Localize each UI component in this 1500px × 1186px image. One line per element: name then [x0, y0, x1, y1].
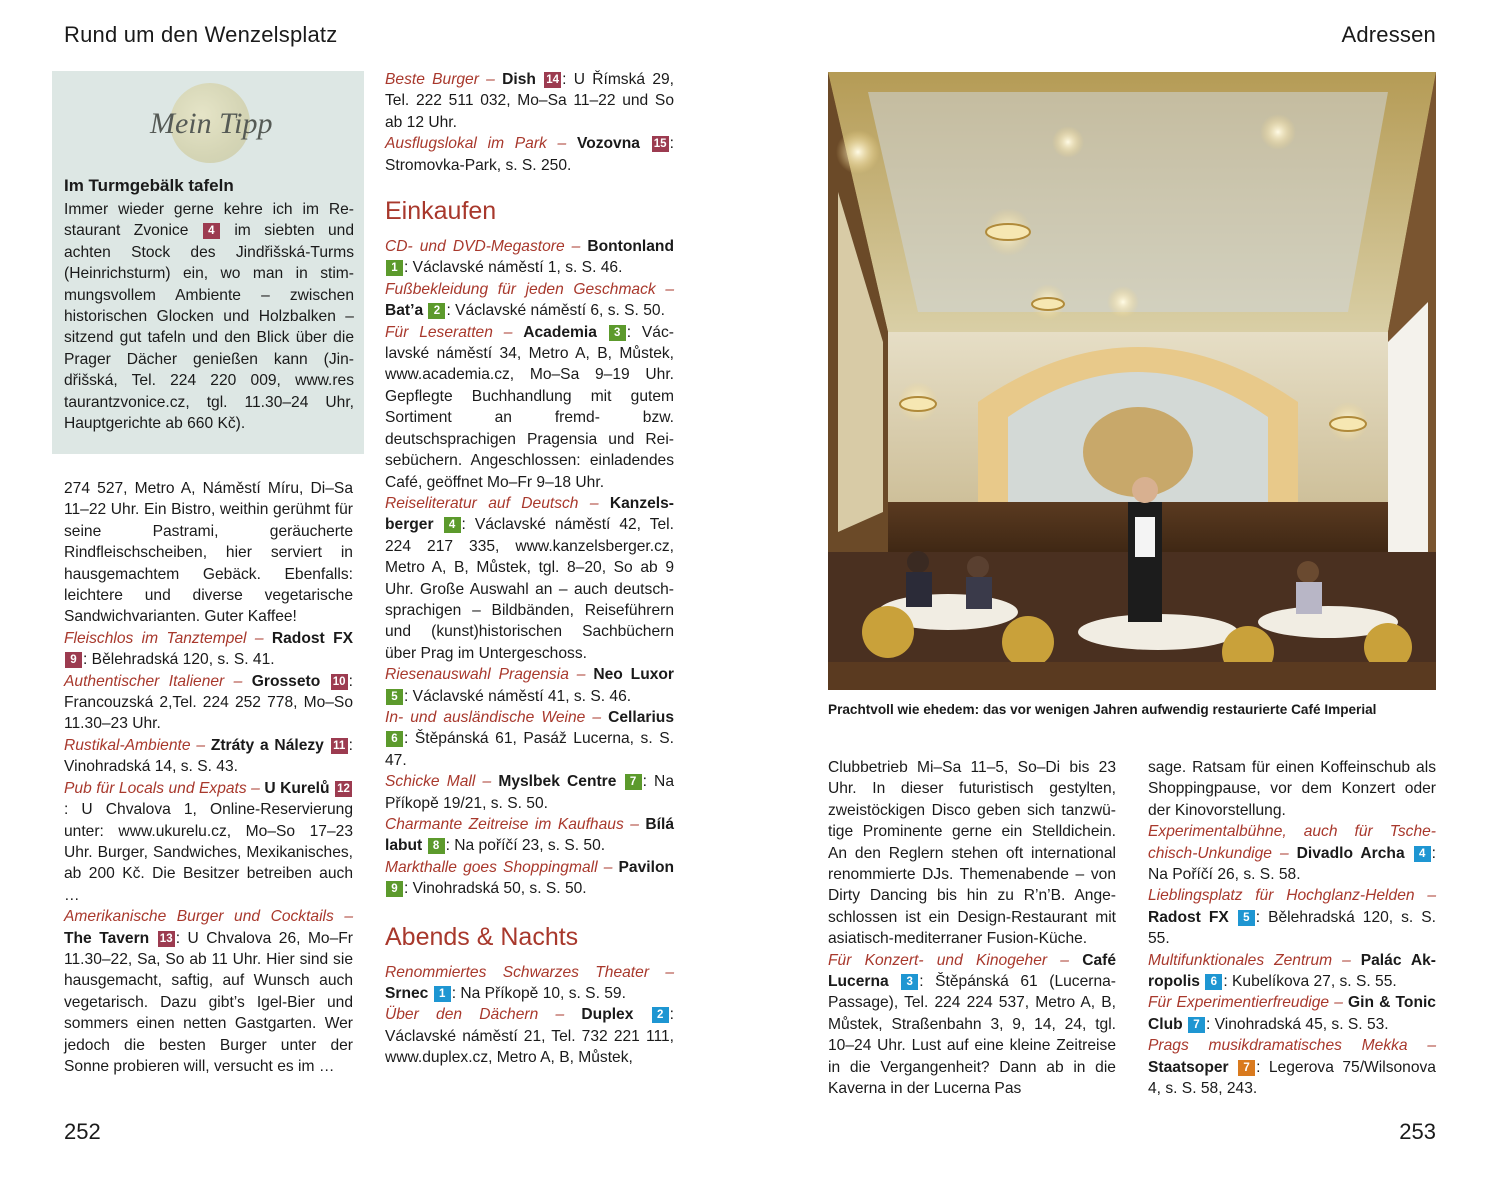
- nightlife-entries: [385, 962, 674, 1069]
- listing-category: Rustikal-Ambiente –: [64, 736, 211, 754]
- listing-category: Riesenauswahl Pragensia –: [385, 666, 594, 684]
- column-3: [828, 757, 1116, 1100]
- listing-category: Amerikanische Burger und Cocktails –: [64, 908, 353, 926]
- section-heading-abends: Abends & Nachts: [385, 922, 579, 951]
- listing-name: Vozovna: [576, 135, 640, 153]
- listing-name: Bat’a: [385, 302, 424, 320]
- column-4: [1148, 757, 1436, 1100]
- listing-entry: [64, 735, 353, 778]
- listing-details: : Legerova 75/Wilsonova 4, s. S. 58, 243.: [1148, 1058, 1436, 1098]
- map-badge: 1: [386, 260, 403, 276]
- listing-name: Dish: [502, 71, 536, 88]
- listing-details: : Vinohradská 14, s. S. 43.: [64, 736, 353, 776]
- map-badge: 3: [901, 974, 918, 990]
- listing-category: CD- und DVD-Megastore –: [385, 238, 588, 256]
- map-badge: 10: [331, 674, 348, 690]
- listing-category: Beste Burger –: [385, 71, 503, 88]
- listing-entry: [385, 962, 674, 1005]
- listing-category: Renommiertes Schwarzes Theater –: [385, 963, 674, 981]
- map-badge: 4: [444, 517, 461, 533]
- listing-name: Radost FX: [1148, 908, 1229, 926]
- col3-entries: [828, 950, 1116, 1100]
- running-head-right: Adressen: [1341, 22, 1436, 47]
- tip-heading: Im Turmgebälk tafeln: [64, 176, 234, 195]
- listing-entry: [385, 1004, 674, 1068]
- listing-category: Ausflugslokal im Park –: [385, 135, 577, 153]
- listing-details: : Na Příkopě 19/21, s. S. 50.: [385, 773, 674, 812]
- listing-name: Srnec: [385, 985, 429, 1003]
- listing-entry: [385, 322, 674, 493]
- listing-name: Divadlo Archa: [1296, 844, 1405, 862]
- mein-tipp-logo-text: Mein Tipp: [150, 107, 273, 140]
- listing-category: Lieblingsplatz für Hochglanz-Helden –: [1148, 887, 1436, 905]
- listing-details: : Václavské náměstí 1, s. S. 46.: [404, 259, 623, 277]
- listing-details: : Na poříčí 23, s. S. 50.: [445, 837, 606, 855]
- listing-name: Neo Luxor: [593, 666, 674, 684]
- listing-name: Grosseto: [251, 672, 321, 690]
- listing-entry: [64, 628, 353, 671]
- listing-entry: [385, 707, 674, 771]
- tip-text-2: im siebten und achten Stock des Jindřišská-Turms (Heinrichsturm) ein, wo man in stimmungsvollem Ambiente – zwischen historischen Glocken und Holzbalken – sitzend gut tafeln und den Blick über die Prager Dächer genießen kann (Jindřišská, Tel. 224 220 009, www.res taurantzvonice.cz, tgl. 11.30–24 Uhr, Hauptgerichte ab 660 Kč).: [64, 222, 354, 433]
- map-badge: 2: [428, 303, 445, 319]
- listing-entry: [385, 493, 674, 664]
- listing-category: Fleischlos im Tanztempel –: [64, 629, 272, 647]
- listing-details: : Václavské náměstí 42, Tel. 224 217 335, www.kanzelsberger.cz, Metro A, B, Můstek, tgl. 8–20, So ab 9 Uhr. Große Auswahl an – auch deutschsprachigen – Bildbänden, Reiseführern und (kunst)historischen Sachbüchern über Prag im Untergeschoss.: [385, 516, 674, 662]
- listing-details: : Bělehradská 120, s. S. 41.: [83, 651, 275, 669]
- listing-category: Multifunktionales Zentrum –: [1148, 951, 1361, 969]
- listing-category: In- und ausländische Weine –: [385, 708, 609, 726]
- listing-details: : Václavské náměstí 6, s. S. 50.: [446, 302, 665, 320]
- map-badge: 5: [386, 689, 403, 705]
- listing-details: : Václavské náměstí 21, Tel. 732 221 111, www.duplex.cz, Metro A, B, Můstek,: [385, 1006, 674, 1067]
- map-badge: 12: [335, 781, 352, 797]
- listing-category: Für Experimentierfreudige –: [1148, 994, 1349, 1012]
- map-badge: 13: [158, 931, 175, 947]
- listing-category: Experimentalbühne, auch für Tschechisch-Unkundige –: [1148, 823, 1436, 862]
- map-badge: 4: [203, 223, 220, 239]
- listing-details: : Francouzská 2,Tel. 224 252 778, Mo–So 11.30–23 Uhr.: [64, 672, 353, 733]
- section-heading-einkaufen: Einkaufen: [385, 197, 497, 226]
- listing-name: Academia: [523, 323, 597, 341]
- col2-top-entries: [385, 69, 674, 176]
- col1-entries: [64, 628, 353, 1078]
- listing-category: Schicke Mall –: [385, 773, 499, 791]
- column-2: [385, 69, 674, 1069]
- listing-entry: [64, 671, 353, 735]
- listing-details: : Na Poříčí 26, s. S. 58.: [1148, 844, 1436, 884]
- map-badge: 9: [65, 652, 82, 668]
- listing-category: Markthalle goes Shoppingmall –: [385, 858, 619, 876]
- cafe-interior-illustration: [828, 72, 1436, 690]
- listing-name: Café Lucerna: [828, 951, 1116, 991]
- tip-text-1: Immer wieder gerne kehre ich im Restaurant Zvonice: [64, 201, 354, 240]
- map-badge: 4: [1414, 846, 1431, 862]
- listing-name: Ztráty a Nálezy: [210, 736, 324, 754]
- listing-name: Kanzelsberger: [385, 494, 674, 534]
- listing-name: Gin & Tonic Club: [1148, 994, 1436, 1033]
- listing-details: : U Chvalova 1, Online-Reservierung unter: www.ukurelu.cz, Mo–So 17–23 Uhr. Burger, Sandwiches, Mexikanisches, ab 200 Kč. Die Besitzer betreiben auch …: [64, 801, 353, 904]
- map-badge: 15: [652, 136, 669, 152]
- listing-entry: [1148, 821, 1436, 885]
- col1-intro: 274 527, Metro A, Náměstí Míru, Di–Sa 11–22 Uhr. Ein Bistro, weithin gerühmt für seine Pastrami, geräucherte Rindfleischscheiben, hier serviert in hausgemachtem Gebäck. Ebenfalls: leichtere und diverse vegetarische Sandwichvarianten. Guter Kaffee!: [64, 480, 353, 626]
- col3-intro: Clubbetrieb Mi–Sa 11–5, So–Di bis 23 Uhr. In dieser futuristisch gestylten, zweistöckigen Disco geben sich tanzwütige Prominente gerne ein Stelldichein. An den Reglern stehen oft international renommierte DJs. Themenabende – von Dirty Dancing bis hin zu R’n’B. Angeschlossen ist ein Design-Restaurant mit asiatisch-mediterraner Fusion-Küche.: [828, 759, 1116, 948]
- listing-details: : U Chvalova 26, Mo–Fr 11.30–22, Sa, So ab 11 Uhr. Hier sind sie hausgemacht, saftig, auf Wunsch auch vegetarisch. Dazu gibt’s Igel-Bier und sommers einen netten Gastgarten. Wer jedoch die besten Burger unter der Sonne probieren will, versucht es im …: [64, 929, 353, 1075]
- column-1: [64, 478, 353, 1077]
- listing-name: U Kurelů: [264, 779, 330, 797]
- map-badge: 3: [609, 325, 626, 341]
- listing-entry: [385, 69, 674, 133]
- listing-entry: [385, 133, 674, 176]
- photo-caption: Prachtvoll wie ehedem: das vor wenigen Jahren aufwendig restaurierte Café Imperial: [828, 702, 1377, 717]
- running-head-left: Rund um den Wenzelsplatz: [64, 22, 338, 47]
- listing-entry: [385, 857, 674, 900]
- listing-name: Myslbek Centre: [498, 773, 617, 791]
- listing-name: The Tavern: [64, 929, 150, 947]
- listing-entry: [385, 279, 674, 322]
- listing-details: : U Římská 29, Tel. 222 511 032, Mo–Sa 11–22 und So ab 12 Uhr.: [385, 71, 674, 131]
- map-badge: 7: [1238, 1060, 1255, 1076]
- listing-details: : Kubelíkova 27, s. S. 55.: [1223, 973, 1397, 991]
- listing-details: : Václavské náměstí 41, s. S. 46.: [404, 687, 632, 705]
- listing-name: Cellarius: [608, 708, 674, 726]
- listing-entry: [1148, 992, 1436, 1035]
- listing-name: Radost FX: [271, 629, 353, 647]
- listing-name: Duplex: [581, 1006, 634, 1024]
- map-badge: 6: [386, 731, 403, 747]
- map-badge: 11: [331, 738, 348, 754]
- map-badge: 7: [625, 774, 642, 790]
- listing-entry: [385, 664, 674, 707]
- listing-category: Für Leseratten –: [385, 323, 524, 341]
- listing-entry: [1148, 885, 1436, 949]
- map-badge: 9: [386, 881, 403, 897]
- listing-name: Pavilon: [618, 858, 674, 876]
- page-number-right: 253: [1399, 1119, 1436, 1144]
- map-badge: 7: [1188, 1017, 1205, 1033]
- listing-name: Bontonland: [587, 238, 674, 256]
- listing-entry: [385, 236, 674, 279]
- listing-entry: [64, 906, 353, 1077]
- mein-tipp-logo: [140, 83, 280, 163]
- listing-entry: [1148, 1035, 1436, 1099]
- listing-category: Charmante Zeitreise im Kaufhaus –: [385, 816, 646, 833]
- listing-name: Palác Akropolis: [1148, 951, 1436, 991]
- col4-intro: sage. Ratsam für einen Koffeinschub als Shoppingpause, vor dem Konzert oder der Kinovorstellung.: [1148, 759, 1436, 819]
- map-badge: 1: [434, 986, 451, 1002]
- listing-details: : Štěpánská 61, Pasáž Lucerna, s. S. 47.: [385, 730, 674, 769]
- page-number-left: 252: [64, 1119, 101, 1144]
- listing-entry: [1148, 950, 1436, 993]
- map-badge: 2: [652, 1007, 669, 1023]
- map-badge: 6: [1205, 974, 1222, 990]
- listing-details: : Vinohradská 50, s. S. 50.: [404, 880, 587, 898]
- listing-category: Pub für Locals und Expats –: [64, 779, 265, 797]
- listing-category: Authentischer Italiener –: [64, 672, 252, 690]
- listing-details: : Bělehradská 120, s. S. 55.: [1148, 908, 1436, 948]
- listing-details: : Vinohradská 45, s. S. 53.: [1206, 1015, 1389, 1033]
- col4-entries: [1148, 821, 1436, 1099]
- listing-details: : Štěpánská 61 (Lucerna-Passage), Tel. 224 224 537, Metro A, B, Můstek, Straßenbahn 3, 9, 14, 24, tgl. 10–24 Uhr. Lust auf eine kleine Zeitreise in die Vergangenheit? Dann ab in die Kaverna in der Lucerna Pas: [828, 973, 1116, 1098]
- listing-details: : Stromovka-Park, s. S. 250.: [385, 135, 674, 174]
- listing-entry: [385, 814, 674, 857]
- listing-category: Über den Dächern –: [385, 1006, 582, 1024]
- mein-tipp-box: [52, 71, 364, 454]
- listing-details: : Václavské náměstí 34, Metro A, B, Můstek, www.academia.cz, Mo–Sa 9–19 Uhr. Gepflegte Buchhandlung mit gutem Sortiment an fremd- bzw. deutschsprachigen Pragensia und Reisebüchern. Angeschlossen: einladendes Café, geöffnet Mo–Fr 9–18 Uhr.: [385, 323, 674, 491]
- tip-body: [64, 199, 354, 434]
- listing-details: : Na Příkopě 10, s. S. 59.: [451, 985, 626, 1003]
- listing-name: Bílá labut: [385, 816, 674, 855]
- listing-category: Prags musikdramatisches Mekka –: [1148, 1037, 1436, 1055]
- listing-entry: [64, 778, 353, 906]
- listing-category: Reiseliteratur auf Deutsch –: [385, 494, 610, 512]
- listing-category: Für Konzert- und Kinogeher –: [828, 951, 1083, 969]
- shopping-entries: [385, 236, 674, 900]
- listing-entry: [385, 771, 674, 814]
- map-badge: 8: [428, 838, 445, 854]
- listing-name: Staatsoper: [1148, 1058, 1229, 1076]
- listing-entry: [828, 950, 1116, 1100]
- cafe-imperial-photo: [828, 72, 1436, 690]
- map-badge: 5: [1238, 910, 1255, 926]
- map-badge: 14: [544, 72, 561, 88]
- listing-category: Fußbekleidung für jeden Geschmack –: [385, 280, 674, 298]
